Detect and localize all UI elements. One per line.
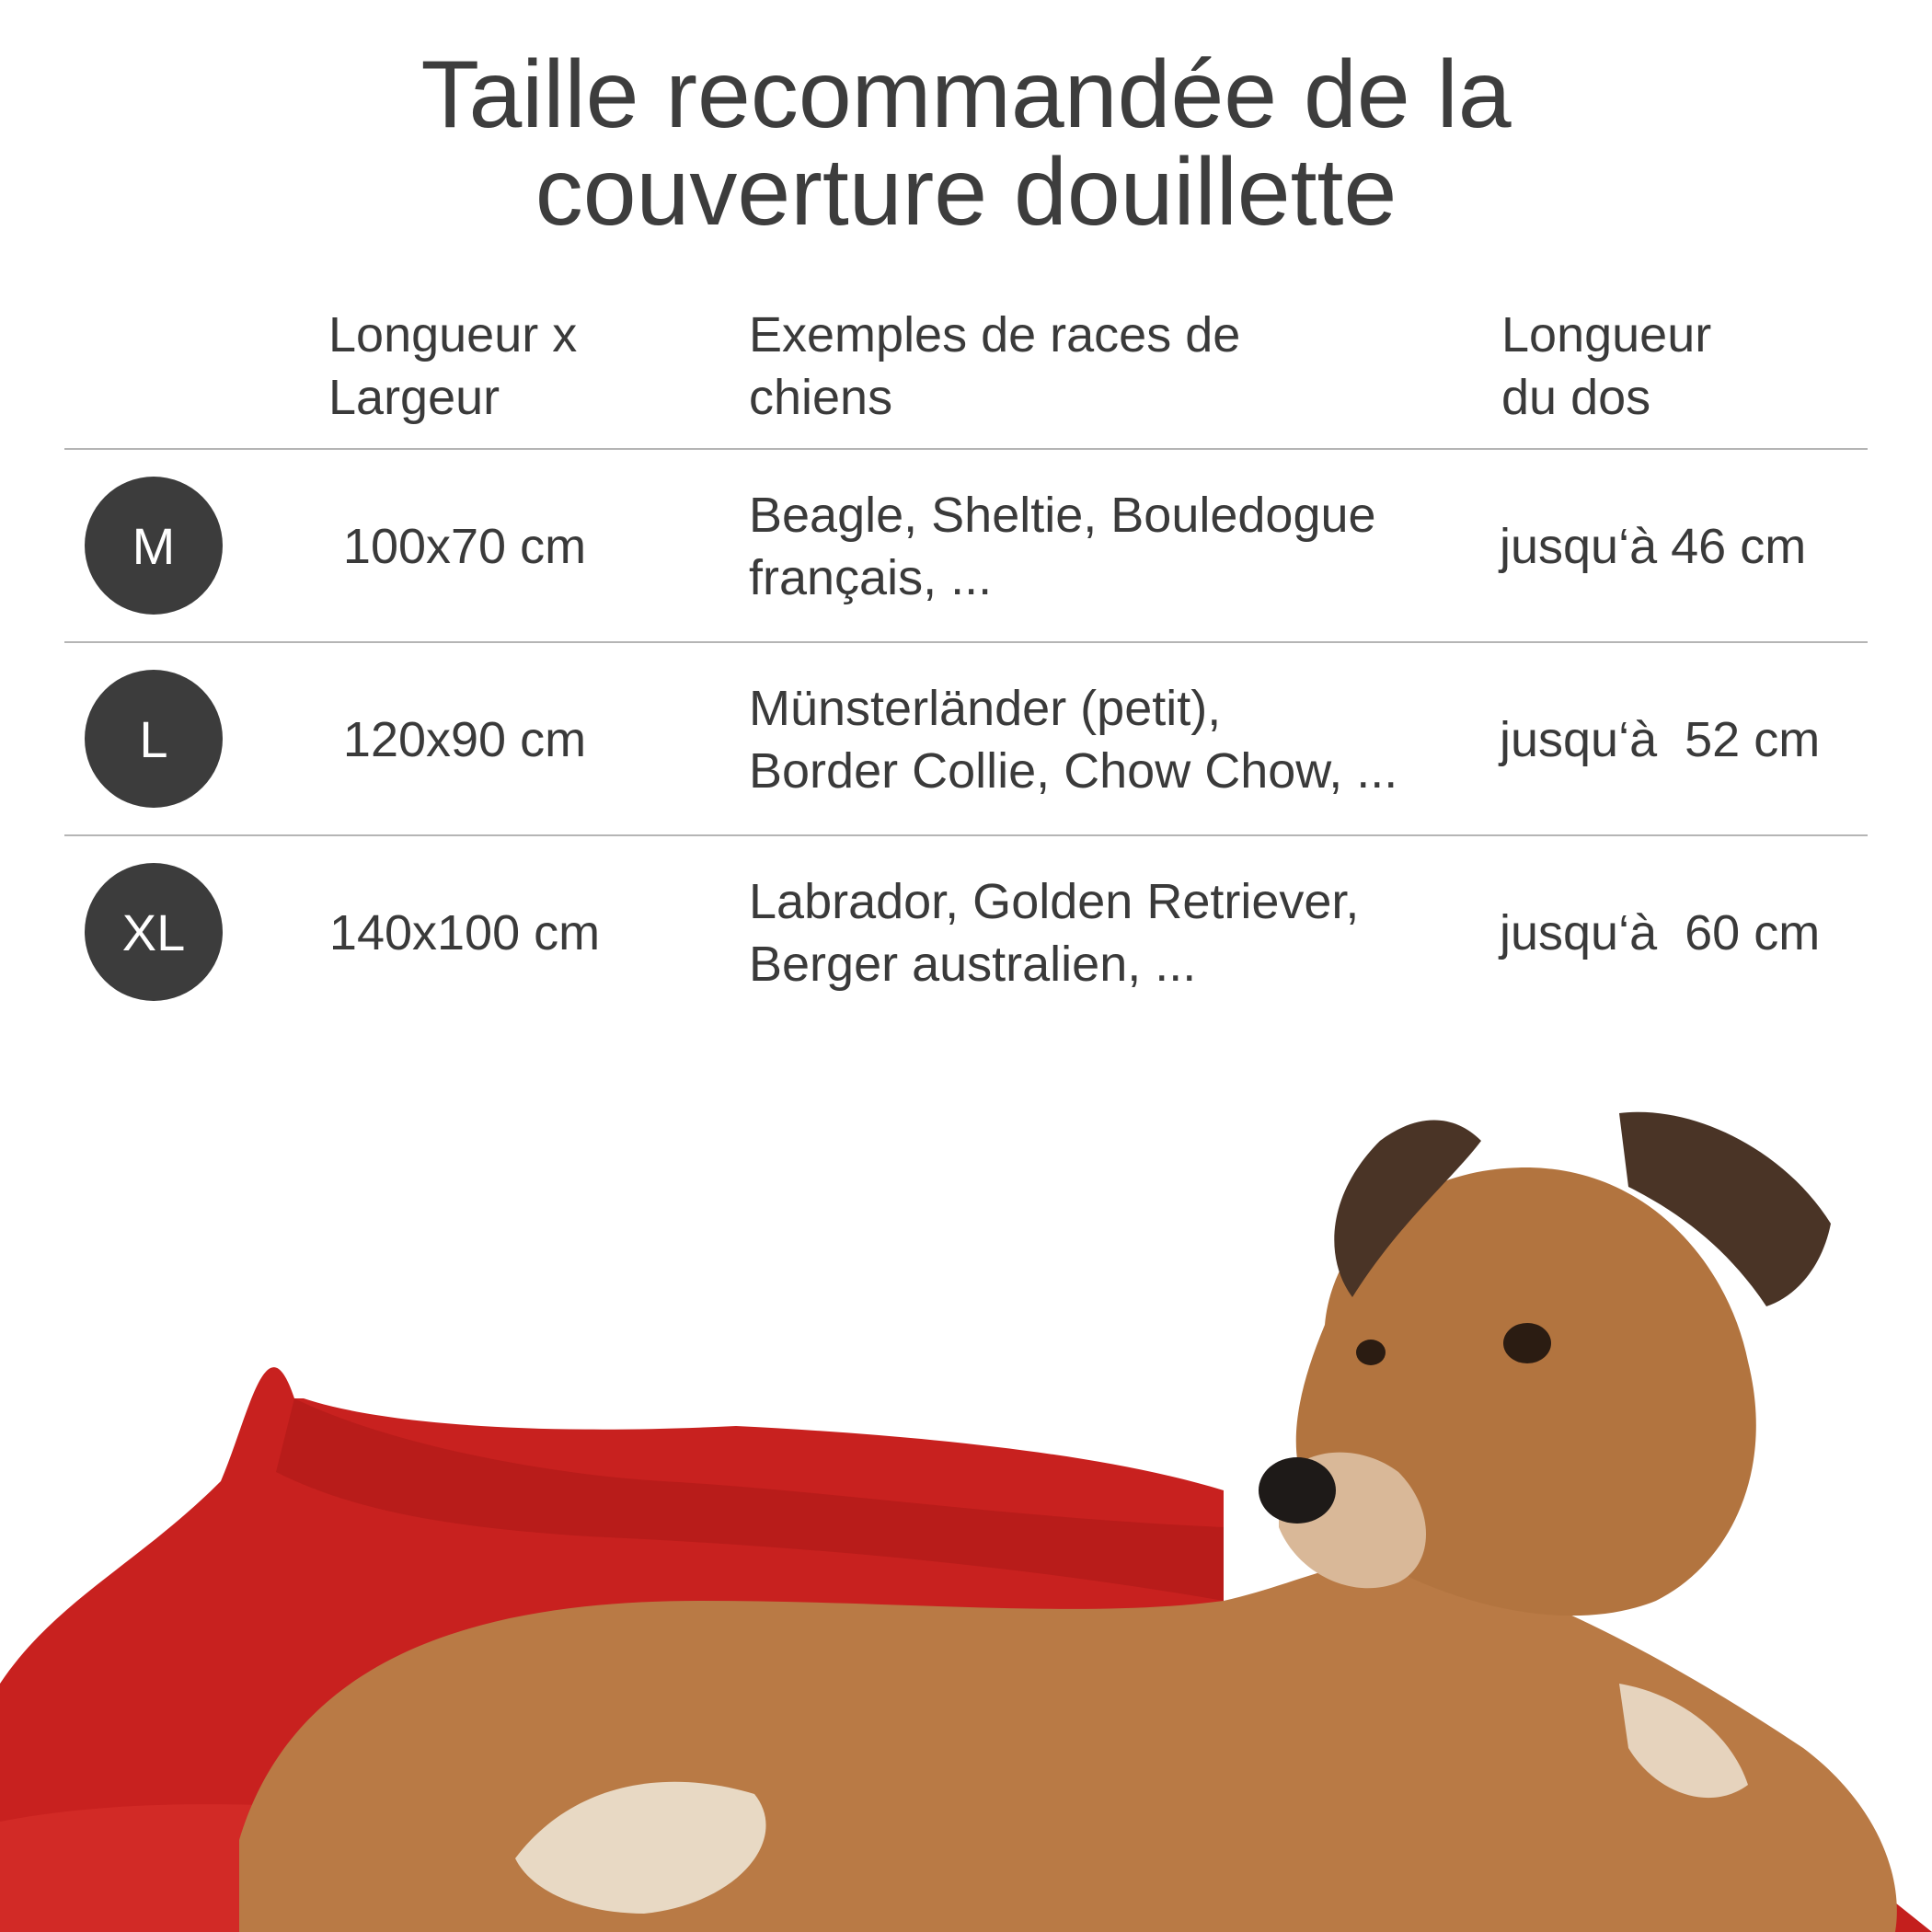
title-line-1: Taille recommandée de la bbox=[420, 41, 1512, 148]
breeds-line: Münsterländer (petit), bbox=[749, 681, 1222, 736]
dog-eye bbox=[1356, 1340, 1386, 1365]
dog-on-red-blanket-photo bbox=[0, 1086, 1932, 1932]
size-badge: L bbox=[85, 670, 223, 808]
dimensions-cell: 140x100 cm bbox=[328, 905, 601, 960]
header-back-length-line-2: du dos bbox=[1501, 370, 1651, 425]
dimensions-cell: 100x70 cm bbox=[342, 519, 587, 574]
header-breeds-line-2: chiens bbox=[749, 370, 893, 425]
header-breeds bbox=[749, 304, 1240, 429]
header-dimensions-line-2: Largeur bbox=[328, 370, 500, 425]
dog-eye bbox=[1503, 1323, 1551, 1363]
header-back-length bbox=[1501, 304, 1711, 429]
breeds-line: Labrador, Golden Retriever, bbox=[749, 874, 1360, 929]
dog-nose bbox=[1259, 1457, 1336, 1524]
header-back-length-line-1: Longueur bbox=[1501, 307, 1712, 362]
breeds-line: Berger australien, ... bbox=[749, 937, 1197, 992]
header-breeds-line-1: Exemples de races de bbox=[749, 307, 1241, 362]
dimensions-cell: 120x90 cm bbox=[342, 712, 587, 767]
breeds-cell bbox=[749, 450, 1485, 643]
header-dimensions-line-1: Longueur x bbox=[328, 307, 578, 362]
breeds-cell bbox=[749, 836, 1485, 1029]
back-length-cell: jusqu‘à 60 cm bbox=[1500, 905, 1821, 960]
page-title bbox=[0, 41, 1932, 246]
table-row bbox=[0, 836, 1932, 1029]
back-length-cell: jusqu‘à 52 cm bbox=[1500, 712, 1821, 767]
table-row bbox=[0, 643, 1932, 836]
title-line-2: couverture douillette bbox=[535, 139, 1397, 246]
header-dimensions bbox=[328, 304, 577, 429]
breeds-cell bbox=[749, 643, 1485, 836]
breeds-line: Border Collie, Chow Chow, ... bbox=[749, 743, 1398, 799]
size-badge: M bbox=[85, 477, 223, 615]
breeds-line: Beagle, Sheltie, Bouledogue bbox=[749, 488, 1376, 543]
breeds-line: français, ... bbox=[749, 550, 993, 605]
size-badge: XL bbox=[85, 863, 223, 1001]
back-length-cell: jusqu‘à 46 cm bbox=[1500, 519, 1807, 574]
table-row bbox=[0, 450, 1932, 643]
